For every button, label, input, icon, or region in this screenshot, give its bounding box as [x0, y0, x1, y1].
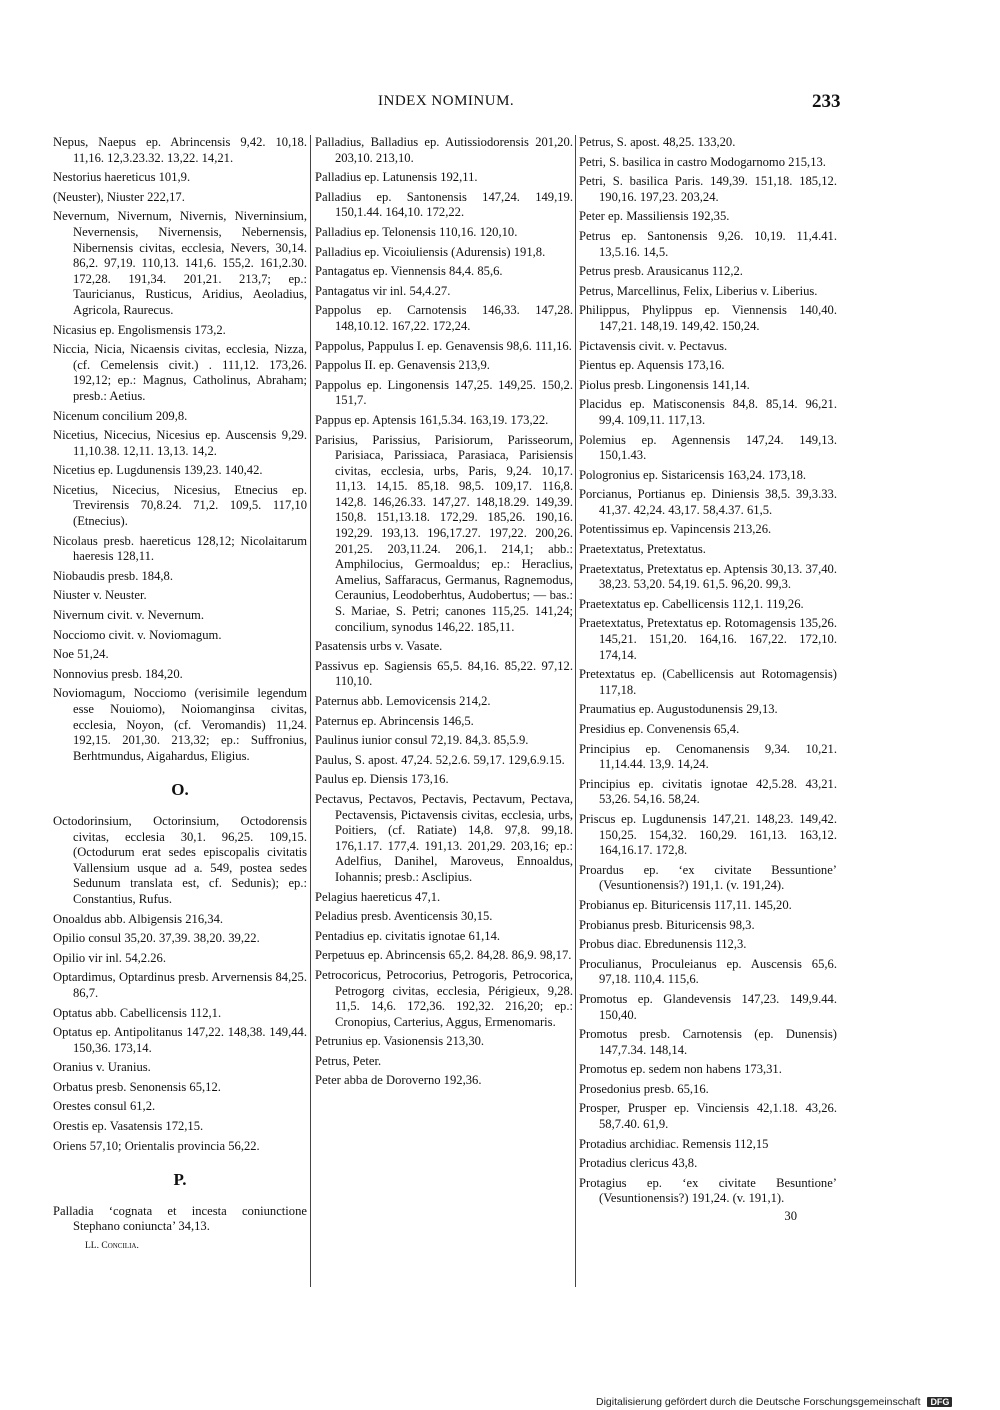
index-entry: Promotus ep. Glandevensis 147,23. 149,9.44. 150,40.	[579, 991, 837, 1022]
index-entry: Passivus ep. Sagiensis 65,5. 84,16. 85,22. 97,12. 110,10.	[315, 658, 573, 689]
index-entry: Perpetuus ep. Abrincensis 65,2. 84,28. 86,9. 98,17.	[315, 948, 572, 963]
index-entry: Nicenum concilium 209,8.	[53, 408, 188, 423]
index-entry: Opilio vir inl. 54,2.26.	[53, 950, 166, 965]
column-divider	[575, 135, 576, 1287]
index-entry: Palladius ep. Latunensis 192,11.	[315, 170, 478, 185]
index-entry: Pectavus, Pectavos, Pectavis, Pectavum, Pectava, Pectavensis, Pictavensis civitas, ecclesia, urbs, Poitiers, (cf. Ratiate) 14,8. 97,8. 99,18. 176,1.17. 177,4. 191,13. 201,29. 203,16; ep.: Adelfius, Danihel, Maroveus, Ennoaldus, Iohannis; presb.: Asclipius.	[315, 791, 573, 884]
index-entry: Proardus ep. ‘ex civitate Bessuntione’ (Vesuntionensis?) 191,1. (v. 191,24).	[579, 862, 837, 893]
index-entry: Nicetius ep. Lugdunensis 139,23. 140,42.	[53, 463, 263, 478]
index-entry: Orbatus presb. Senonensis 65,12.	[53, 1079, 221, 1094]
index-entry: Paulinus iunior consul 72,19. 84,3. 85,5.9.	[315, 733, 529, 748]
index-entry: Piolus presb. Lingonensis 141,14.	[579, 377, 750, 392]
index-entry: Octodorinsium, Octorinsium, Octodorensis civitas, ecclesia 30,1. 96,25. 109,15. (Octodurum erat sedes episcopalis civitatis Vallensium usque ad a. 549, postea sedes Sedunum translata est, cf. Sedunis); ep.: Constantius, Rufus.	[53, 813, 307, 906]
index-entry: Proculianus, Proculeianus ep. Auscensis 65,6. 97,18. 110,4. 115,6.	[579, 956, 837, 987]
index-entry: Praetextatus, Pretextatus ep. Rotomagensis 135,26. 145,21. 151,20. 164,16. 167,22. 172,10. 174,14.	[579, 616, 837, 662]
index-entry: Protagius ep. ‘ex civitate Besuntione’ (Vesuntionensis?) 191,24. (v. 191,1).	[579, 1175, 837, 1206]
index-entry: Nocciomo civit. v. Noviomagum.	[53, 627, 222, 642]
footer-credit	[596, 1396, 952, 1408]
index-entry: Palladius ep. Vicoiuliensis (Adurensis) 191,8.	[315, 244, 546, 259]
index-entry: Peladius presb. Aventicensis 30,15.	[315, 909, 493, 924]
entry-list-p3	[579, 135, 837, 1207]
section-letter-o: O.	[171, 780, 189, 800]
index-entry: Pappolus, Pappulus I. ep. Genavensis 98,6. 111,16.	[315, 338, 572, 353]
index-entry: Paulus, S. apost. 47,24. 52,2.6. 59,17. 129,6.9.15.	[315, 752, 565, 767]
index-entry: Petrus, S. apost. 48,25. 133,20.	[579, 135, 736, 149]
index-entry: Pantagatus ep. Viennensis 84,4. 85,6.	[315, 264, 503, 279]
column-divider	[310, 135, 311, 1287]
index-entry: Petrocoricus, Petrocorius, Petrogoris, Petrocorica, Petrogorg civitas, ecclesia, Périgieux, 9,28. 11,5. 14,6. 172,36. 192,32. 216,20; ep.: Cronopius, Carterius, Aggus, Ermenomaris.	[315, 967, 573, 1029]
index-entry: Oranius v. Uranius.	[53, 1060, 151, 1075]
index-entry: Palladius ep. Telonensis 110,16. 120,10.	[315, 224, 518, 239]
index-entry: Pologronius ep. Sistaricensis 163,24. 173,18.	[579, 467, 807, 482]
index-entry: Optatus ep. Antipolitanus 147,22. 148,38. 149,44. 150,36. 173,14.	[53, 1025, 307, 1055]
index-entry: Protadius clericus 43,8.	[579, 1156, 698, 1171]
index-entry: Nevernum, Nivernum, Nivernis, Niverninsium, Nevernensis, Nivernensis, Nebernensis, Nibernensis civitas, ecclesia, Nevers, 30,14. 86,2. 97,19. 110,13. 141,6. 155,2. 161,2.30. 172,28. 191,34. 201,21. 213,7; ep.: Tauricianus, Rusticus, Aridius, Aeoladius, Agricola, Raurecus.	[53, 209, 307, 317]
index-entry: Praetextatus ep. Cabellicensis 112,1. 119,26.	[579, 596, 804, 611]
index-entry: Probianus ep. Bituricensis 117,11. 145,20.	[579, 897, 792, 912]
index-entry: Placidus ep. Matisconensis 84,8. 85,14. 96,21. 99,4. 109,11. 117,13.	[579, 397, 837, 427]
page-number: 233	[812, 91, 841, 112]
index-entry: Probus diac. Ebredunensis 112,3.	[579, 937, 747, 952]
index-entry: Pantagatus vir inl. 54,4.27.	[315, 283, 451, 298]
index-entry: Niuster v. Neuster.	[53, 588, 147, 603]
index-entry: Nicetius, Nicecius, Nicesius, Etnecius ep. Trevirensis 70,8.24. 71,2. 109,5. 117,10 (Etnecius).	[53, 482, 307, 529]
index-entry: Petrus ep. Santonensis 9,26. 10,19. 11,4.41. 13,5.16. 14,5.	[579, 228, 837, 259]
index-column-1	[53, 135, 307, 1255]
dfg-logo-icon: DFG	[927, 1397, 952, 1407]
index-entry: Petrus, Marcellinus, Felix, Liberius v. Liberius.	[579, 283, 818, 298]
index-entry: Petrus presb. Arausicanus 112,2.	[579, 264, 743, 279]
index-entry: Palladia ‘cognata et incesta coniunctione Stephano coniuncta’ 34,13.	[53, 1203, 307, 1234]
index-entry: Noviomagum, Nocciomo (verisimile legendum esse Nouiomo), Noiomanginsa civitas, ecclesia, Noyon, (cf. Veromandis) 11,24. 192,15. 201,30. 213,32; ep.: Suffronius, Berhtmundus, Aigahardus, Eligius.	[53, 686, 307, 763]
index-entry: Petri, S. basilica in castro Modogarnomo 215,13.	[579, 154, 826, 169]
index-column-3	[579, 135, 837, 1225]
index-entry: Pasatensis urbs v. Vasate.	[315, 639, 443, 654]
index-entry: Pretextatus ep. (Cabellicensis aut Rotomagensis) 117,18.	[579, 667, 837, 697]
index-entry: Petri, S. basilica Paris. 149,39. 151,18. 185,12. 190,16. 197,23. 203,24.	[579, 174, 837, 204]
footer-text: Digitalisierung gefördert durch die Deutsche Forschungsgemeinschaft	[596, 1396, 921, 1408]
index-entry: Optatus abb. Cabellicensis 112,1.	[53, 1005, 222, 1020]
index-entry: Pictavensis civit. v. Pectavus.	[579, 338, 728, 353]
index-entry: Principius ep. Cenomanensis 9,34. 10,21. 11,14.44. 13,9. 14,24.	[579, 741, 837, 772]
index-entry: Polemius ep. Agennensis 147,24. 149,13. 150,1.43.	[579, 432, 837, 463]
index-entry: Promotus presb. Carnotensis (ep. Dunensis) 147,7.34. 148,14.	[579, 1027, 837, 1057]
index-entry: Presidius ep. Convenensis 65,4.	[579, 722, 740, 736]
index-entry: Parisius, Parissius, Parisiorum, Parisseorum, Parisiaca, Parissiaca, Parasiaca, Parisiensis civitas, ecclesia, urbs, Paris, 9,24. 10,17. 11,13. 14,15. 85,18. 98,5. 109,17. 116,8. 142,8. 146,26.33. 147,27. 148,18.29. 149,39. 150,8. 151,13.18. 172,29. 185,26. 190,16. 192,29. 193,13. 196,17.27. 197,22. 200,26. 201,25. 203,11.24. 206,1. 214,1; abb.: Amphilocius, Germoaldus; ep.: Heraclius, Amelius, Saffaracus, Germanus, Ragnemodus, Ceraunius, Leodoberhtus, Audobertus; — bas.: S. Mariae, S. Petri; canones 115,25. 141,24; concilium, synodus 146,22. 185,11.	[315, 432, 573, 634]
entry-list-n	[53, 135, 307, 764]
sheet-number: 30	[784, 1209, 797, 1224]
index-entry: Nicasius ep. Engolismensis 173,2.	[53, 322, 226, 337]
index-entry: Praetextatus, Pretextatus ep. Aptensis 30,13. 37,40. 38,23. 53,20. 54,19. 61,5. 96,20. 99,3.	[579, 561, 837, 592]
index-entry: Pelagius haereticus 47,1.	[315, 889, 441, 904]
index-entry: Petrunius ep. Vasionensis 213,30.	[315, 1034, 485, 1049]
index-entry: Palladius, Balladius ep. Autissiodorensis 201,20. 203,10. 213,10.	[315, 135, 573, 165]
index-entry: Promotus ep. sedem non habens 173,31.	[579, 1062, 782, 1077]
index-entry: Prosedonius presb. 65,16.	[579, 1081, 709, 1096]
index-entry: Niccia, Nicia, Nicaensis civitas, ecclesia, Nizza, (cf. Cemelensis civit.) . 111,12. 173,26. 192,12; ep.: Magnus, Catholinus, Abraham; presb.: Aetius.	[53, 342, 307, 403]
index-entry: Praetextatus, Pretextatus.	[579, 542, 706, 557]
index-entry: Paulus ep. Diensis 173,16.	[315, 772, 449, 787]
index-entry: Potentissimus ep. Vapincensis 213,26.	[579, 522, 772, 537]
index-entry: Opilio consul 35,20. 37,39. 38,20. 39,22.	[53, 931, 260, 946]
entry-list-o	[53, 814, 307, 1154]
index-entry: Peter abba de Doroverno 192,36.	[315, 1073, 482, 1088]
index-entry: Philippus, Phylippus ep. Viennensis 140,40. 147,21. 148,19. 149,42. 150,24.	[579, 303, 837, 333]
index-entry: Nicetius, Nicecius, Nicesius ep. Auscensis 9,29. 11,10.38. 12,11. 13,13. 14,2.	[53, 428, 307, 458]
index-entry: Principius ep. civitatis ignotae 42,5.28. 43,21. 53,26. 54,16. 58,24.	[579, 776, 837, 807]
index-entry: Pappolus ep. Lingonensis 147,25. 149,25. 150,2. 151,7.	[315, 377, 573, 408]
index-entry: Oriens 57,10; Orientalis provincia 56,22.	[53, 1138, 260, 1153]
index-entry: Nepus, Naepus ep. Abrincensis 9,42. 10,18. 11,16. 12,3.23.32. 13,22. 14,21.	[53, 135, 307, 165]
index-entry: Pappolus II. ep. Genavensis 213,9.	[315, 358, 490, 373]
index-entry: Nivernum civit. v. Nevernum.	[53, 608, 204, 623]
entry-list-p2	[315, 135, 573, 1089]
index-entry: Priscus ep. Lugdunensis 147,21. 148,23. 149,42. 150,25. 154,32. 160,29. 161,13. 163,12. 164,16.17. 172,8.	[579, 811, 837, 858]
index-entry: Petrus, Peter.	[315, 1053, 382, 1068]
index-entry: Pientus ep. Aquensis 173,16.	[579, 358, 725, 373]
index-entry: Probianus presb. Bituricensis 98,3.	[579, 917, 755, 932]
index-entry: Porcianus, Portianus ep. Diniensis 38,5. 39,3.33. 41,37. 42,24. 43,17. 58,4.37. 61,5.	[579, 487, 837, 517]
index-column-2	[315, 135, 573, 1093]
index-entry: Optardimus, Optardinus presb. Arvernensis 84,25. 86,7.	[53, 970, 307, 1000]
index-entry: Nonnovius presb. 184,20.	[53, 666, 183, 681]
index-entry: Praumatius ep. Augustodunensis 29,13.	[579, 702, 778, 717]
running-title: INDEX NOMINUM.	[378, 93, 515, 109]
index-entry: Peter ep. Massiliensis 192,35.	[579, 209, 730, 224]
index-entry: Noe 51,24.	[53, 647, 109, 662]
section-letter-p: P.	[173, 1170, 187, 1190]
index-entry: Orestes consul 61,2.	[53, 1099, 156, 1114]
signature-mark: LL. Concilia.	[85, 1241, 139, 1252]
index-entry: Pappolus ep. Carnotensis 146,33. 147,28. 148,10.12. 167,22. 172,24.	[315, 303, 573, 333]
entry-list-p	[53, 1204, 307, 1235]
index-entry: (Neuster), Niuster 222,17.	[53, 189, 185, 204]
index-entry: Pappus ep. Aptensis 161,5.34. 163,19. 173,22.	[315, 412, 549, 427]
index-entry: Onoaldus abb. Albigensis 216,34.	[53, 911, 224, 926]
index-entry: Paternus abb. Lemovicensis 214,2.	[315, 694, 491, 708]
index-entry: Orestis ep. Vasatensis 172,15.	[53, 1119, 204, 1134]
index-entry: Nicolaus presb. haereticus 128,12; Nicolaitarum haeresis 128,11.	[53, 533, 307, 564]
index-entry: Paternus ep. Abrincensis 146,5.	[315, 713, 474, 728]
index-entry: Nestorius haereticus 101,9.	[53, 170, 191, 185]
page-header	[0, 93, 1000, 117]
index-entry: Pentadius ep. civitatis ignotae 61,14.	[315, 928, 501, 943]
index-entry: Prosper, Prusper ep. Vinciensis 42,1.18. 43,26. 58,7.40. 61,9.	[579, 1101, 837, 1132]
index-entry: Protadius archidiac. Remensis 112,15	[579, 1136, 769, 1151]
index-entry: Palladius ep. Santonensis 147,24. 149,19. 150,1.44. 164,10. 172,22.	[315, 189, 573, 220]
index-entry: Niobaudis presb. 184,8.	[53, 568, 173, 583]
